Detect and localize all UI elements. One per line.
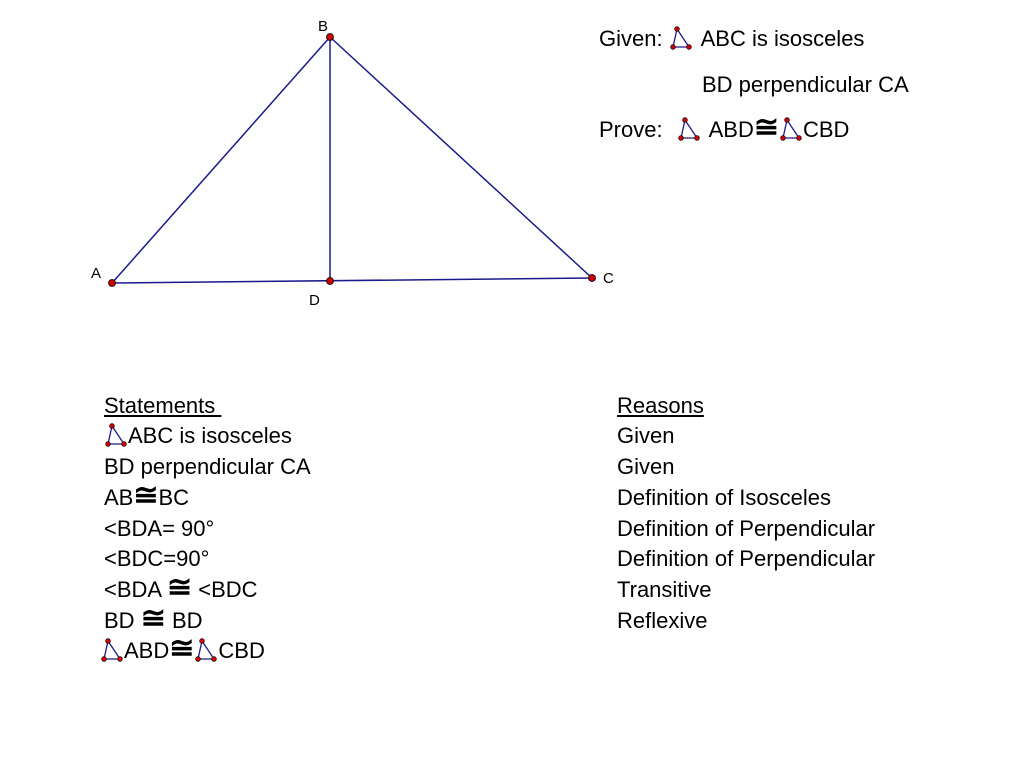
statement-row-3 — [104, 479, 190, 512]
reason-row-1 — [617, 423, 674, 449]
congruent-icon: ≅ — [133, 479, 159, 512]
given-line — [599, 26, 864, 52]
prove-left: ABD — [708, 117, 754, 142]
statement-left: BD — [104, 608, 141, 633]
triangle-icon — [100, 638, 124, 664]
triangle-diagram — [0, 0, 1024, 330]
reason-text: Transitive — [617, 577, 712, 602]
statement-text: ABC is isosceles — [128, 423, 292, 448]
point-D[interactable] — [327, 278, 334, 285]
reason-text: Given — [617, 423, 675, 448]
statement-row-8 — [100, 632, 265, 665]
statement-right: BD — [165, 608, 203, 633]
statement-text: BD perpendicular CA — [104, 454, 311, 479]
statement-row-7 — [104, 602, 203, 635]
statement-row-1 — [104, 423, 292, 449]
statement-left: ABD — [124, 638, 170, 663]
reason-row-7 — [617, 608, 707, 634]
point-A[interactable] — [109, 280, 116, 287]
congruent-icon: ≅ — [753, 111, 779, 144]
segment-AB — [112, 37, 330, 283]
given-label: Given: — [599, 26, 663, 51]
reason-row-3 — [617, 485, 831, 511]
statement-row-5 — [104, 546, 209, 572]
given-text: ABC is isosceles — [700, 26, 865, 51]
reason-row-6 — [617, 577, 712, 603]
prove-label: Prove: — [599, 117, 663, 142]
statement-left: <BDA — [104, 577, 167, 602]
reason-text: Reflexive — [617, 608, 708, 633]
reason-text: Definition of Perpendicular — [617, 516, 876, 541]
reason-row-5 — [617, 546, 875, 572]
segment-AC — [112, 278, 592, 283]
congruent-icon: ≅ — [169, 632, 195, 665]
congruent-icon: ≅ — [140, 602, 166, 635]
reason-text: Definition of Isosceles — [617, 485, 831, 510]
reasons-header: Reasons — [617, 393, 704, 418]
statement-right: <BDC — [192, 577, 258, 602]
segment-BC — [330, 37, 592, 278]
label-D: D — [309, 292, 320, 309]
reason-row-4 — [617, 516, 875, 542]
congruent-icon: ≅ — [166, 571, 193, 604]
given-text-2: BD perpendicular CA — [702, 72, 909, 97]
label-C: C — [603, 270, 614, 287]
statement-right: BC — [158, 485, 190, 510]
statements-header: Statements — [104, 393, 222, 418]
statement-row-6 — [104, 571, 258, 604]
triangle-icon — [194, 638, 218, 664]
triangle-icon — [677, 117, 701, 143]
reason-text: Given — [617, 454, 675, 479]
reason-row-2 — [617, 454, 674, 480]
reason-text: Definition of Perpendicular — [617, 546, 876, 571]
prove-line — [599, 111, 850, 144]
statement-text: <BDA= 90° — [104, 516, 215, 541]
prove-right: CBD — [802, 117, 850, 142]
label-B: B — [318, 18, 329, 35]
statement-text: <BDC=90° — [104, 546, 210, 571]
triangle-icon — [669, 26, 693, 52]
given-line-2 — [702, 72, 909, 98]
triangle-icon — [104, 423, 128, 449]
label-A: A — [91, 265, 102, 282]
statement-right: CBD — [218, 638, 265, 663]
point-C[interactable] — [589, 275, 596, 282]
statement-left: AB — [104, 485, 134, 510]
statement-row-2 — [104, 454, 311, 480]
triangle-icon — [779, 117, 803, 143]
statement-row-4 — [104, 516, 214, 542]
